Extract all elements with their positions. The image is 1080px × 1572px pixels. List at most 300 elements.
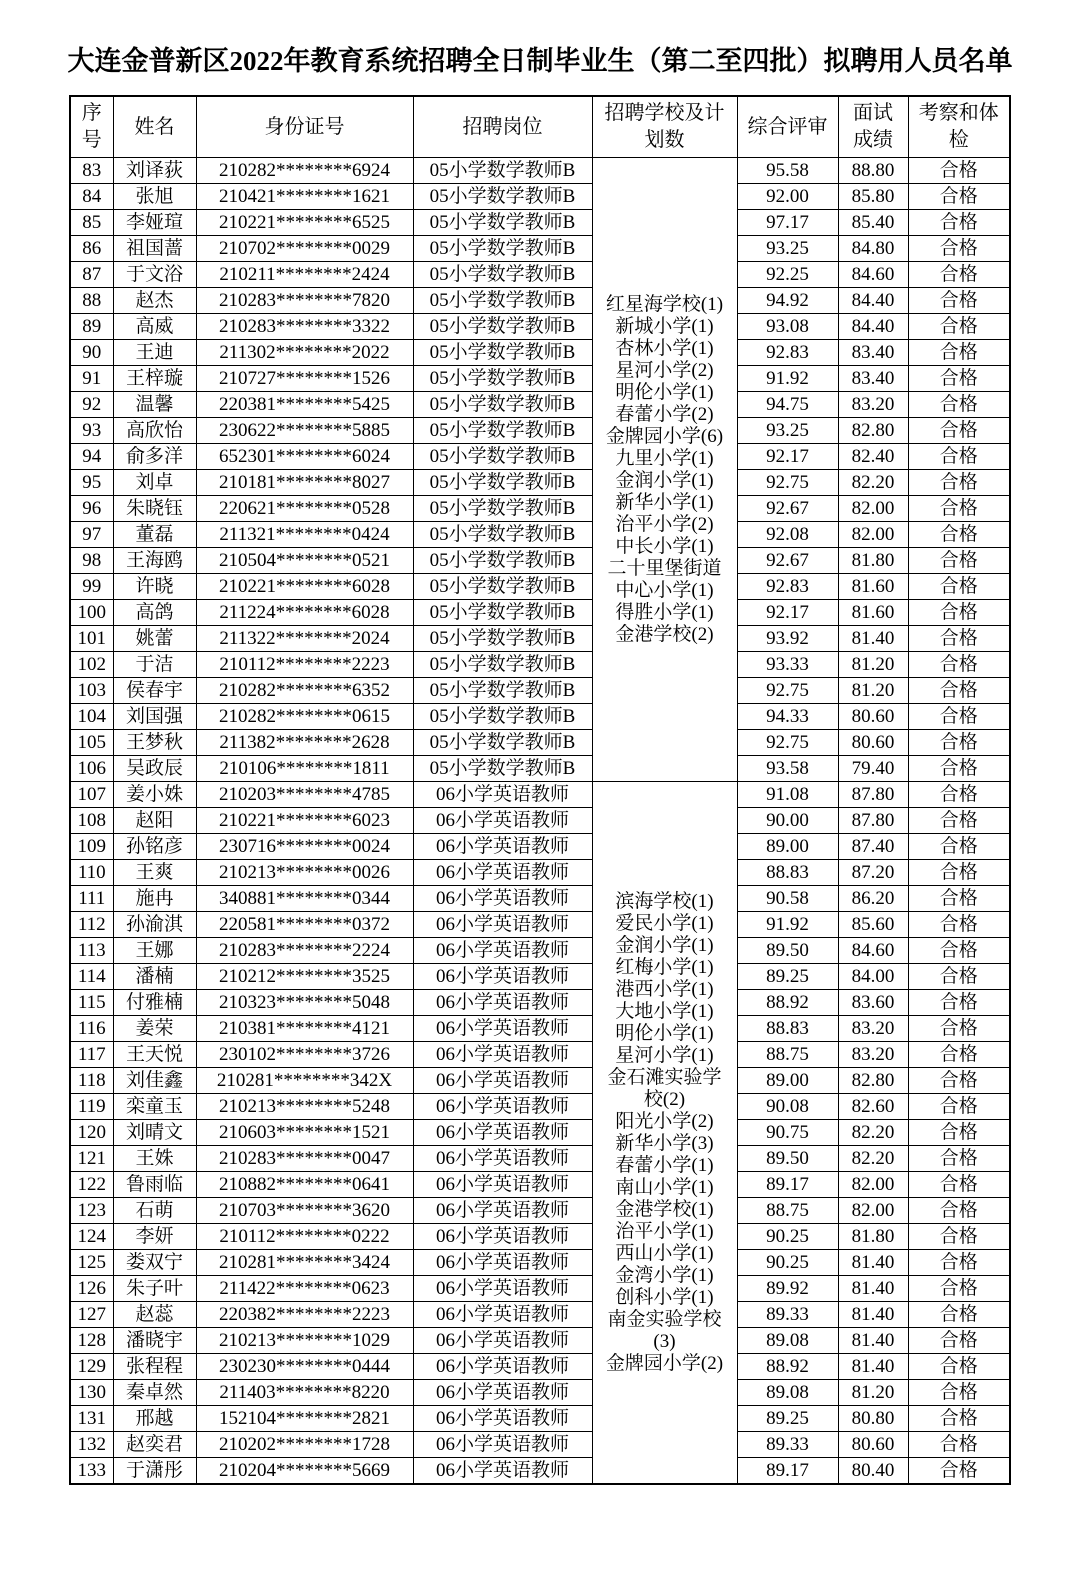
review-score-cell: 93.58 <box>737 756 838 782</box>
name-cell: 朱晓钰 <box>113 496 196 522</box>
position-cell: 05小学数学教师B <box>413 236 592 262</box>
serial-cell: 96 <box>70 496 113 522</box>
school-plan-line: 大地小学(1) <box>615 1000 714 1022</box>
interview-score-cell: 83.20 <box>838 1016 908 1042</box>
table-row <box>70 834 1010 860</box>
table-row <box>70 1302 1010 1328</box>
review-score-cell: 93.08 <box>737 314 838 340</box>
interview-score-cell: 87.40 <box>838 834 908 860</box>
table-header <box>70 96 1010 158</box>
position-cell: 06小学英语教师 <box>413 782 592 808</box>
name-cell: 王梦秋 <box>113 730 196 756</box>
table-row <box>70 860 1010 886</box>
interview-score-cell: 80.40 <box>838 1458 908 1485</box>
table-row <box>70 158 1010 184</box>
school-plan-line: 新城小学(1) <box>615 315 714 337</box>
serial-cell: 101 <box>70 626 113 652</box>
review-score-cell: 88.75 <box>737 1198 838 1224</box>
position-cell: 06小学英语教师 <box>413 1458 592 1485</box>
review-score-cell: 91.08 <box>737 782 838 808</box>
status-cell: 合格 <box>908 1458 1010 1485</box>
review-score-cell: 92.00 <box>737 184 838 210</box>
recruitment-roster-table <box>69 95 1011 1485</box>
serial-cell: 111 <box>70 886 113 912</box>
position-cell: 05小学数学教师B <box>413 626 592 652</box>
id-number-cell: 210281********3424 <box>196 1250 413 1276</box>
table-row <box>70 314 1010 340</box>
name-cell: 俞多洋 <box>113 444 196 470</box>
serial-cell: 106 <box>70 756 113 782</box>
position-cell: 06小学英语教师 <box>413 1328 592 1354</box>
id-number-cell: 210181********8027 <box>196 470 413 496</box>
school-plan-line: 爱民小学(1) <box>615 912 714 934</box>
school-plan-cell <box>592 158 737 782</box>
status-cell: 合格 <box>908 834 1010 860</box>
id-number-cell: 210504********0521 <box>196 548 413 574</box>
name-cell: 施冉 <box>113 886 196 912</box>
interview-score-cell: 84.40 <box>838 288 908 314</box>
interview-score-cell: 82.80 <box>838 1068 908 1094</box>
position-cell: 06小学英语教师 <box>413 1302 592 1328</box>
status-cell: 合格 <box>908 158 1010 184</box>
status-cell: 合格 <box>908 1146 1010 1172</box>
id-number-cell: 211302********2022 <box>196 340 413 366</box>
serial-cell: 92 <box>70 392 113 418</box>
position-cell: 06小学英语教师 <box>413 912 592 938</box>
review-score-cell: 94.75 <box>737 392 838 418</box>
school-plan-line: 治平小学(1) <box>615 1220 714 1242</box>
header-cell-name: 姓名 <box>113 96 196 158</box>
review-score-cell: 89.50 <box>737 1146 838 1172</box>
status-cell: 合格 <box>908 1354 1010 1380</box>
id-number-cell: 210221********6525 <box>196 210 413 236</box>
interview-score-cell: 81.40 <box>838 1250 908 1276</box>
position-cell: 06小学英语教师 <box>413 1172 592 1198</box>
position-cell: 06小学英语教师 <box>413 1276 592 1302</box>
status-cell: 合格 <box>908 236 1010 262</box>
id-number-cell: 210283********2224 <box>196 938 413 964</box>
school-plan-line: 南金实验学校(3) <box>607 1308 722 1352</box>
name-cell: 王梓璇 <box>113 366 196 392</box>
id-number-cell: 210283********0047 <box>196 1146 413 1172</box>
name-cell: 秦卓然 <box>113 1380 196 1406</box>
id-number-cell: 210381********4121 <box>196 1016 413 1042</box>
position-cell: 06小学英语教师 <box>413 1042 592 1068</box>
name-cell: 刘译荻 <box>113 158 196 184</box>
name-cell: 王娜 <box>113 938 196 964</box>
interview-score-cell: 82.00 <box>838 522 908 548</box>
header-cell-inspection-physical: 考察和体检 <box>908 96 1010 158</box>
id-number-cell: 210221********6028 <box>196 574 413 600</box>
position-cell: 06小学英语教师 <box>413 1432 592 1458</box>
name-cell: 邢越 <box>113 1406 196 1432</box>
status-cell: 合格 <box>908 392 1010 418</box>
status-cell: 合格 <box>908 418 1010 444</box>
school-plan-line: 红星海学校(1) <box>605 293 724 315</box>
table-row <box>70 1094 1010 1120</box>
name-cell: 潘晓宇 <box>113 1328 196 1354</box>
name-cell: 石萌 <box>113 1198 196 1224</box>
review-score-cell: 95.58 <box>737 158 838 184</box>
name-cell: 张程程 <box>113 1354 196 1380</box>
table-row <box>70 626 1010 652</box>
review-score-cell: 92.83 <box>737 574 838 600</box>
interview-score-cell: 87.80 <box>838 782 908 808</box>
position-cell: 06小学英语教师 <box>413 1380 592 1406</box>
review-score-cell: 90.25 <box>737 1224 838 1250</box>
status-cell: 合格 <box>908 1224 1010 1250</box>
id-number-cell: 210202********1728 <box>196 1432 413 1458</box>
position-cell: 05小学数学教师B <box>413 678 592 704</box>
position-cell: 05小学数学教师B <box>413 210 592 236</box>
review-score-cell: 89.50 <box>737 938 838 964</box>
review-score-cell: 93.92 <box>737 626 838 652</box>
serial-cell: 125 <box>70 1250 113 1276</box>
review-score-cell: 92.08 <box>737 522 838 548</box>
serial-cell: 128 <box>70 1328 113 1354</box>
school-plan-line: 中长小学(1) <box>615 535 714 557</box>
name-cell: 刘佳鑫 <box>113 1068 196 1094</box>
name-cell: 王天悦 <box>113 1042 196 1068</box>
status-cell: 合格 <box>908 1406 1010 1432</box>
table-row <box>70 1042 1010 1068</box>
interview-score-cell: 83.20 <box>838 392 908 418</box>
interview-score-cell: 82.20 <box>838 470 908 496</box>
review-score-cell: 92.67 <box>737 496 838 522</box>
interview-score-cell: 81.80 <box>838 548 908 574</box>
serial-cell: 102 <box>70 652 113 678</box>
id-number-cell: 220382********2223 <box>196 1302 413 1328</box>
name-cell: 刘晴文 <box>113 1120 196 1146</box>
school-plan-line: 金牌园小学(2) <box>605 1352 724 1374</box>
id-number-cell: 230622********5885 <box>196 418 413 444</box>
interview-score-cell: 83.60 <box>838 990 908 1016</box>
table-row <box>70 1458 1010 1485</box>
serial-cell: 95 <box>70 470 113 496</box>
table-row <box>70 418 1010 444</box>
table-row <box>70 938 1010 964</box>
review-score-cell: 92.75 <box>737 470 838 496</box>
status-cell: 合格 <box>908 288 1010 314</box>
serial-cell: 122 <box>70 1172 113 1198</box>
status-cell: 合格 <box>908 1198 1010 1224</box>
interview-score-cell: 81.40 <box>838 1276 908 1302</box>
name-cell: 王海鸥 <box>113 548 196 574</box>
serial-cell: 121 <box>70 1146 113 1172</box>
interview-score-cell: 80.60 <box>838 1432 908 1458</box>
interview-score-cell: 81.20 <box>838 652 908 678</box>
status-cell: 合格 <box>908 1172 1010 1198</box>
name-cell: 于文浴 <box>113 262 196 288</box>
table-row <box>70 340 1010 366</box>
interview-score-cell: 87.80 <box>838 808 908 834</box>
serial-cell: 132 <box>70 1432 113 1458</box>
table-row <box>70 1328 1010 1354</box>
school-plan-line: 金港学校(2) <box>615 623 714 645</box>
table-body <box>70 158 1010 1485</box>
serial-cell: 126 <box>70 1276 113 1302</box>
serial-cell: 94 <box>70 444 113 470</box>
position-cell: 06小学英语教师 <box>413 886 592 912</box>
serial-cell: 91 <box>70 366 113 392</box>
position-cell: 05小学数学教师B <box>413 288 592 314</box>
table-row <box>70 600 1010 626</box>
position-cell: 05小学数学教师B <box>413 704 592 730</box>
school-plan-line: 金石滩实验学校(2) <box>607 1066 722 1110</box>
review-score-cell: 94.92 <box>737 288 838 314</box>
school-plan-line: 九里小学(1) <box>615 447 714 469</box>
table-row <box>70 1224 1010 1250</box>
school-plan-line: 南山小学(1) <box>615 1176 714 1198</box>
interview-score-cell: 81.80 <box>838 1224 908 1250</box>
interview-score-cell: 87.20 <box>838 860 908 886</box>
name-cell: 赵蕊 <box>113 1302 196 1328</box>
name-cell: 于洁 <box>113 652 196 678</box>
school-plan-line: 春蕾小学(1) <box>615 1154 714 1176</box>
position-cell: 05小学数学教师B <box>413 262 592 288</box>
review-score-cell: 89.17 <box>737 1458 838 1485</box>
review-score-cell: 89.00 <box>737 1068 838 1094</box>
status-cell: 合格 <box>908 730 1010 756</box>
interview-score-cell: 85.80 <box>838 184 908 210</box>
table-row <box>70 1276 1010 1302</box>
review-score-cell: 89.08 <box>737 1328 838 1354</box>
serial-cell: 100 <box>70 600 113 626</box>
serial-cell: 114 <box>70 964 113 990</box>
school-plan-line: 滨海学校(1) <box>615 890 714 912</box>
position-cell: 06小学英语教师 <box>413 1146 592 1172</box>
table-row <box>70 496 1010 522</box>
interview-score-cell: 84.40 <box>838 314 908 340</box>
status-cell: 合格 <box>908 262 1010 288</box>
name-cell: 王姝 <box>113 1146 196 1172</box>
id-number-cell: 210282********0615 <box>196 704 413 730</box>
status-cell: 合格 <box>908 470 1010 496</box>
name-cell: 刘国强 <box>113 704 196 730</box>
id-number-cell: 211322********2024 <box>196 626 413 652</box>
id-number-cell: 211403********8220 <box>196 1380 413 1406</box>
school-plan-line: 创科小学(1) <box>615 1286 714 1308</box>
name-cell: 孙渝淇 <box>113 912 196 938</box>
interview-score-cell: 81.40 <box>838 626 908 652</box>
serial-cell: 104 <box>70 704 113 730</box>
position-cell: 06小学英语教师 <box>413 1224 592 1250</box>
position-cell: 05小学数学教师B <box>413 574 592 600</box>
review-score-cell: 92.25 <box>737 262 838 288</box>
id-number-cell: 230716********0024 <box>196 834 413 860</box>
id-number-cell: 152104********2821 <box>196 1406 413 1432</box>
serial-cell: 93 <box>70 418 113 444</box>
interview-score-cell: 81.20 <box>838 1380 908 1406</box>
id-number-cell: 211321********0424 <box>196 522 413 548</box>
position-cell: 05小学数学教师B <box>413 652 592 678</box>
status-cell: 合格 <box>908 1120 1010 1146</box>
review-score-cell: 88.75 <box>737 1042 838 1068</box>
table-row <box>70 548 1010 574</box>
serial-cell: 112 <box>70 912 113 938</box>
id-number-cell: 210283********7820 <box>196 288 413 314</box>
interview-score-cell: 82.80 <box>838 418 908 444</box>
name-cell: 温馨 <box>113 392 196 418</box>
status-cell: 合格 <box>908 366 1010 392</box>
review-score-cell: 90.58 <box>737 886 838 912</box>
position-cell: 06小学英语教师 <box>413 860 592 886</box>
header-cell-school-plan: 招聘学校及计划数 <box>592 96 737 158</box>
serial-cell: 86 <box>70 236 113 262</box>
status-cell: 合格 <box>908 1432 1010 1458</box>
serial-cell: 105 <box>70 730 113 756</box>
school-plan-line: 阳光小学(2) <box>615 1110 714 1132</box>
header-cell-interview-score: 面试成绩 <box>838 96 908 158</box>
school-plan-line: 金润小学(1) <box>615 934 714 956</box>
serial-cell: 116 <box>70 1016 113 1042</box>
serial-cell: 103 <box>70 678 113 704</box>
position-cell: 05小学数学教师B <box>413 366 592 392</box>
status-cell: 合格 <box>908 938 1010 964</box>
position-cell: 05小学数学教师B <box>413 392 592 418</box>
interview-score-cell: 80.60 <box>838 704 908 730</box>
id-number-cell: 210882********0641 <box>196 1172 413 1198</box>
status-cell: 合格 <box>908 860 1010 886</box>
review-score-cell: 92.67 <box>737 548 838 574</box>
position-cell: 05小学数学教师B <box>413 418 592 444</box>
serial-cell: 131 <box>70 1406 113 1432</box>
interview-score-cell: 83.40 <box>838 340 908 366</box>
name-cell: 姜荣 <box>113 1016 196 1042</box>
name-cell: 许晓 <box>113 574 196 600</box>
name-cell: 张旭 <box>113 184 196 210</box>
serial-cell: 123 <box>70 1198 113 1224</box>
review-score-cell: 88.92 <box>737 990 838 1016</box>
school-plan-line: 明伦小学(1) <box>615 381 714 403</box>
name-cell: 朱子叶 <box>113 1276 196 1302</box>
serial-cell: 98 <box>70 548 113 574</box>
table-row <box>70 1172 1010 1198</box>
interview-score-cell: 82.00 <box>838 496 908 522</box>
review-score-cell: 90.75 <box>737 1120 838 1146</box>
header-row <box>70 96 1010 158</box>
school-plan-line: 杏林小学(1) <box>615 337 714 359</box>
name-cell: 姚蕾 <box>113 626 196 652</box>
interview-score-cell: 84.80 <box>838 236 908 262</box>
position-cell: 06小学英语教师 <box>413 1068 592 1094</box>
status-cell: 合格 <box>908 756 1010 782</box>
name-cell: 侯春宇 <box>113 678 196 704</box>
school-plan-line: 金湾小学(1) <box>615 1264 714 1286</box>
interview-score-cell: 82.20 <box>838 1146 908 1172</box>
school-plan-line: 星河小学(1) <box>615 1044 714 1066</box>
serial-cell: 109 <box>70 834 113 860</box>
status-cell: 合格 <box>908 990 1010 1016</box>
position-cell: 05小学数学教师B <box>413 496 592 522</box>
review-score-cell: 89.00 <box>737 834 838 860</box>
table-row <box>70 1354 1010 1380</box>
interview-score-cell: 82.00 <box>838 1172 908 1198</box>
serial-cell: 130 <box>70 1380 113 1406</box>
position-cell: 05小学数学教师B <box>413 730 592 756</box>
review-score-cell: 91.92 <box>737 366 838 392</box>
table-row <box>70 236 1010 262</box>
table-row <box>70 210 1010 236</box>
id-number-cell: 210112********2223 <box>196 652 413 678</box>
status-cell: 合格 <box>908 678 1010 704</box>
name-cell: 姜小姝 <box>113 782 196 808</box>
status-cell: 合格 <box>908 782 1010 808</box>
serial-cell: 97 <box>70 522 113 548</box>
position-cell: 05小学数学教师B <box>413 600 592 626</box>
table-row <box>70 366 1010 392</box>
interview-score-cell: 82.60 <box>838 1094 908 1120</box>
school-plan-line: 星河小学(2) <box>615 359 714 381</box>
status-cell: 合格 <box>908 1068 1010 1094</box>
id-number-cell: 210221********6023 <box>196 808 413 834</box>
position-cell: 06小学英语教师 <box>413 1198 592 1224</box>
status-cell: 合格 <box>908 886 1010 912</box>
position-cell: 05小学数学教师B <box>413 756 592 782</box>
interview-score-cell: 88.80 <box>838 158 908 184</box>
interview-score-cell: 86.20 <box>838 886 908 912</box>
school-plan-line: 二十里堡街道中心小学(1) <box>607 557 722 601</box>
position-cell: 06小学英语教师 <box>413 1120 592 1146</box>
header-cell-id-number: 身份证号 <box>196 96 413 158</box>
school-plan-line: 金港学校(1) <box>615 1198 714 1220</box>
position-cell: 05小学数学教师B <box>413 470 592 496</box>
id-number-cell: 220621********0528 <box>196 496 413 522</box>
school-plan-line: 西山小学(1) <box>615 1242 714 1264</box>
status-cell: 合格 <box>908 210 1010 236</box>
review-score-cell: 92.75 <box>737 730 838 756</box>
name-cell: 王爽 <box>113 860 196 886</box>
name-cell: 王迪 <box>113 340 196 366</box>
status-cell: 合格 <box>908 704 1010 730</box>
id-number-cell: 220381********5425 <box>196 392 413 418</box>
review-score-cell: 89.17 <box>737 1172 838 1198</box>
name-cell: 于潇彤 <box>113 1458 196 1485</box>
table-row <box>70 1380 1010 1406</box>
review-score-cell: 92.17 <box>737 600 838 626</box>
serial-cell: 127 <box>70 1302 113 1328</box>
table-row <box>70 470 1010 496</box>
id-number-cell: 211224********6028 <box>196 600 413 626</box>
id-number-cell: 210203********4785 <box>196 782 413 808</box>
position-cell: 06小学英语教师 <box>413 938 592 964</box>
review-score-cell: 92.17 <box>737 444 838 470</box>
review-score-cell: 92.83 <box>737 340 838 366</box>
serial-cell: 107 <box>70 782 113 808</box>
id-number-cell: 210323********5048 <box>196 990 413 1016</box>
table-row <box>70 1406 1010 1432</box>
table-row <box>70 990 1010 1016</box>
status-cell: 合格 <box>908 652 1010 678</box>
review-score-cell: 93.33 <box>737 652 838 678</box>
id-number-cell: 210702********0029 <box>196 236 413 262</box>
position-cell: 05小学数学教师B <box>413 184 592 210</box>
id-number-cell: 210204********5669 <box>196 1458 413 1485</box>
review-score-cell: 88.92 <box>737 1354 838 1380</box>
id-number-cell: 210703********3620 <box>196 1198 413 1224</box>
review-score-cell: 90.08 <box>737 1094 838 1120</box>
status-cell: 合格 <box>908 1276 1010 1302</box>
serial-cell: 118 <box>70 1068 113 1094</box>
page-title: 大连金普新区2022年教育系统招聘全日制毕业生（第二至四批）拟聘用人员名单 <box>67 46 1013 76</box>
review-score-cell: 90.00 <box>737 808 838 834</box>
table-row <box>70 678 1010 704</box>
id-number-cell: 210112********0222 <box>196 1224 413 1250</box>
status-cell: 合格 <box>908 184 1010 210</box>
name-cell: 吴政辰 <box>113 756 196 782</box>
name-cell: 鲁雨临 <box>113 1172 196 1198</box>
position-cell: 05小学数学教师B <box>413 548 592 574</box>
